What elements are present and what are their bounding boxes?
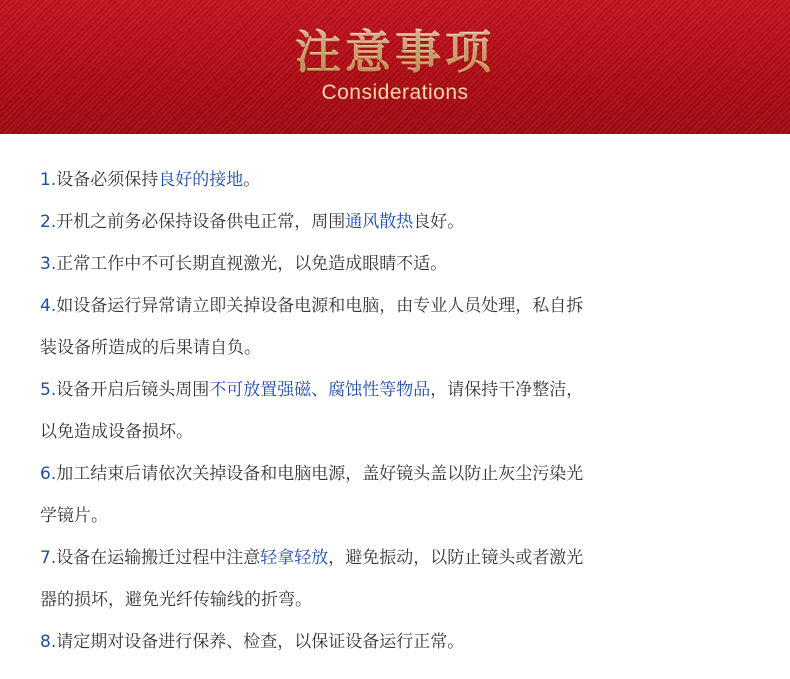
item-number: 1.: [40, 170, 57, 190]
item-number: 2.: [40, 212, 57, 232]
list-item-continuation: [40, 411, 760, 453]
highlight-text: 良好的接地: [158, 170, 244, 190]
item-text: 请定期对设备进行保养、检查，以保证设备运行正常。: [56, 632, 465, 652]
item-text: 学镜片。: [40, 506, 108, 526]
highlight-text: 不可放置强磁、腐蚀性等物品: [209, 380, 431, 400]
item-number: 6.: [40, 464, 57, 484]
item-text: 如设备运行异常请立即关掉设备电源和电脑，由专业人员处理，私自拆: [56, 296, 584, 316]
item-text: ，避免振动，以防止镜头或者激光: [328, 548, 584, 568]
header-banner: [0, 0, 790, 134]
item-text: 器的损坏，避免光纤传输线的折弯。: [40, 590, 312, 610]
item-text: ，请保持干净整洁，: [430, 380, 584, 400]
list-item: [40, 621, 760, 663]
list-item: [40, 285, 760, 327]
item-text: 。: [243, 170, 261, 190]
item-text: 设备在运输搬迁过程中注意: [56, 548, 261, 568]
item-number: 8.: [40, 632, 57, 652]
item-text: 设备开启后镜头周围: [56, 380, 210, 400]
item-text: 装设备所造成的后果请自负。: [40, 338, 261, 358]
considerations-list: [40, 159, 760, 663]
highlight-text: 轻拿轻放: [260, 548, 329, 568]
item-text: 以免造成设备损坏。: [40, 422, 193, 442]
item-text: 设备必须保持: [56, 170, 159, 190]
list-item: [40, 243, 760, 285]
list-item-continuation: [40, 579, 760, 621]
item-text: 开机之前务必保持设备供电正常，周围: [56, 212, 346, 232]
list-item-continuation: [40, 495, 760, 537]
item-number: 5.: [40, 380, 57, 400]
list-item: [40, 201, 760, 243]
item-number: 4.: [40, 296, 57, 316]
list-item: [40, 453, 760, 495]
list-item: [40, 537, 760, 579]
item-text: 加工结束后请依次关掉设备和电脑电源，盖好镜头盖以防止灰尘污染光: [56, 464, 584, 484]
item-number: 7.: [40, 548, 57, 568]
item-text: 良好。: [413, 212, 465, 232]
list-item-continuation: [40, 327, 760, 369]
item-text: 正常工作中不可长期直视激光，以免造成眼睛不适。: [56, 254, 448, 274]
highlight-text: 通风散热: [345, 212, 414, 232]
page-title: 注意事项: [0, 24, 790, 80]
item-number: 3.: [40, 254, 57, 274]
list-item: [40, 369, 760, 411]
page-subtitle: Considerations: [321, 81, 469, 104]
list-item: [40, 159, 760, 201]
